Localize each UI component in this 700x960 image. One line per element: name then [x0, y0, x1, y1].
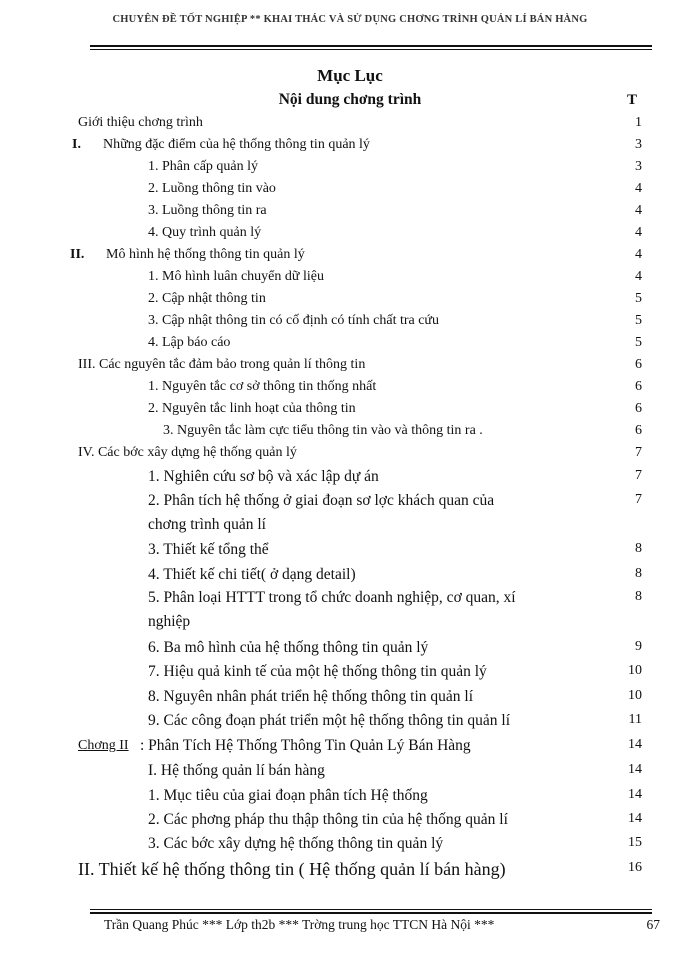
- toc-entry-text: 2. Phân tích hệ thống ở giai đoạn sơ lợc khách quan của: [148, 492, 495, 509]
- toc-entry-page: 5: [635, 313, 642, 328]
- toc-entry-text: 1. Nghiên cứu sơ bộ và xác lập dự án: [148, 468, 379, 485]
- toc-entry-text: 2. Các phơng pháp thu thập thông tin của hệ thống quản lí: [148, 811, 508, 828]
- header-rule-thin: [90, 49, 652, 50]
- toc-entry-page: 4: [635, 269, 642, 284]
- toc-entry-text: 2. Cập nhật thông tin: [148, 291, 266, 306]
- toc-entry-page: 3: [635, 137, 642, 152]
- toc-entry-text: : Phân Tích Hệ Thống Thông Tin Quản Lý Bán Hàng: [140, 737, 471, 754]
- toc-entry-text: 3. Thiết kế tổng thể: [148, 541, 269, 558]
- toc-entry-text: 8. Nguyên nhân phát triển hệ thống thông tin quản lí: [148, 688, 474, 705]
- toc-entry-text: 4. Quy trình quản lý: [148, 225, 262, 240]
- toc-entry-page: 7: [635, 468, 642, 483]
- toc-entry-text: Mô hình hệ thống thông tin quản lý: [106, 247, 305, 262]
- toc-entry-text: chơng trình quản lí: [148, 516, 266, 533]
- toc-entry-page: 16: [628, 860, 642, 875]
- toc-entry-page: 4: [635, 203, 642, 218]
- footer-rule: [90, 912, 652, 914]
- toc-entry-text: 5. Phân loại HTTT trong tổ chức doanh nghiệp, cơ quan, xí: [148, 589, 516, 606]
- toc-entry-page: 6: [635, 423, 642, 438]
- toc-entry-page: 7: [635, 492, 642, 507]
- toc-entry-text: 1. Mô hình luân chuyển dữ liệu: [148, 269, 324, 284]
- toc-entry-page: 7: [635, 445, 642, 460]
- toc-entry-text: 3. Cập nhật thông tin có cố định có tính chất tra cứu: [148, 313, 440, 328]
- toc-entry-page: 1: [635, 115, 642, 130]
- toc-entry-page: 3: [635, 159, 642, 174]
- toc-entry-text: I. Hệ thống quản lí bán hàng: [148, 762, 325, 779]
- toc-entry-page: 14: [628, 787, 642, 802]
- toc-entry-page: 9: [635, 639, 642, 654]
- toc-entry-text: 7. Hiệu quả kinh tế của một hệ thống thông tin quản lý: [148, 663, 487, 680]
- toc-entry-page: 6: [635, 379, 642, 394]
- toc-entry-page: 8: [635, 589, 642, 604]
- toc-entry-page: 6: [635, 357, 642, 372]
- toc-entry-page: 4: [635, 225, 642, 240]
- toc-entry-text: II. Thiết kế hệ thống thông tin ( Hệ thống quản lí bán hàng): [78, 859, 506, 879]
- toc-subtitle: Nội dung chơng trình: [278, 91, 422, 108]
- toc-entry-text: 3. Nguyên tắc làm cực tiểu thông tin vào và thông tin ra .: [163, 423, 483, 438]
- toc-entry-text: 3. Luồng thông tin ra: [148, 203, 267, 218]
- toc-entry-page: 6: [635, 401, 642, 416]
- toc-entry-page: 10: [628, 663, 642, 678]
- toc-entry-text: Giới thiệu chơng trình: [78, 115, 203, 130]
- toc-entry-page: 14: [628, 737, 642, 752]
- toc-entry-text: 3. Các bớc xây dựng hệ thống thông tin quản lý: [148, 835, 444, 852]
- toc-entry-text: nghiệp: [148, 613, 191, 630]
- toc-entry-page: 8: [635, 566, 642, 581]
- toc-entry-page: 8: [635, 541, 642, 556]
- toc-entry-page: 14: [628, 762, 642, 777]
- toc-entry-page: 4: [635, 247, 642, 262]
- toc-entry-page: 5: [635, 335, 642, 350]
- toc-entry-text: 6. Ba mô hình của hệ thống thông tin quản lý: [148, 639, 429, 656]
- header-rule: [90, 45, 652, 47]
- page-column-header: T: [627, 92, 638, 108]
- toc-entry-text: 9. Các công đoạn phát triển một hệ thống thông tin quản lí: [148, 712, 511, 729]
- toc-entry-text: 2. Nguyên tắc linh hoạt của thông tin: [148, 401, 356, 416]
- toc-entry-text: Những đặc điểm của hệ thống thông tin quản lý: [103, 137, 370, 152]
- toc-entry-text: 4. Thiết kế chi tiết( ở dạng detail): [148, 566, 356, 583]
- toc-entry-page: 11: [628, 712, 642, 727]
- toc-entry-text: IV. Các bớc xây dựng hệ thống quản lý: [78, 445, 297, 460]
- toc-entry-text: 1. Nguyên tắc cơ sở thông tin thống nhất: [148, 379, 377, 394]
- toc-entry-page: 14: [628, 811, 642, 826]
- toc-entry-page: 5: [635, 291, 642, 306]
- toc-entry-text: 4. Lập báo cáo: [148, 335, 231, 350]
- toc-entry-number: II.: [70, 247, 85, 262]
- toc-title: Mục Lục: [317, 66, 383, 85]
- toc-entry-text: III. Các nguyên tắc đảm bảo trong quản lí thông tin: [78, 357, 366, 372]
- footer-rule-thin: [90, 909, 652, 910]
- toc-entry-text: 1. Mục tiêu của giai đoạn phân tích Hệ thống: [148, 787, 428, 804]
- footer-page-number: 67: [646, 917, 660, 932]
- toc-entry-number: I.: [72, 137, 81, 152]
- toc-entry-page: 15: [628, 835, 642, 850]
- header-text: CHUYÊN ĐỀ TỐT NGHIỆP ** KHAI THÁC VÀ SỬ DỤNG CHƠNG TRÌNH QUẢN LÍ BÁN HÀNG: [112, 14, 588, 25]
- toc-entry-text: 2. Luồng thông tin vào: [148, 181, 276, 196]
- toc-chapter-label: Chơng II: [78, 738, 129, 753]
- toc-entry-page: 10: [628, 688, 642, 703]
- footer-text: Trần Quang Phúc *** Lớp th2b *** Trờng trung học TTCN Hà Nội ***: [104, 917, 495, 932]
- toc-entry-text: 1. Phân cấp quản lý: [148, 159, 259, 174]
- toc-entry-page: 4: [635, 181, 642, 196]
